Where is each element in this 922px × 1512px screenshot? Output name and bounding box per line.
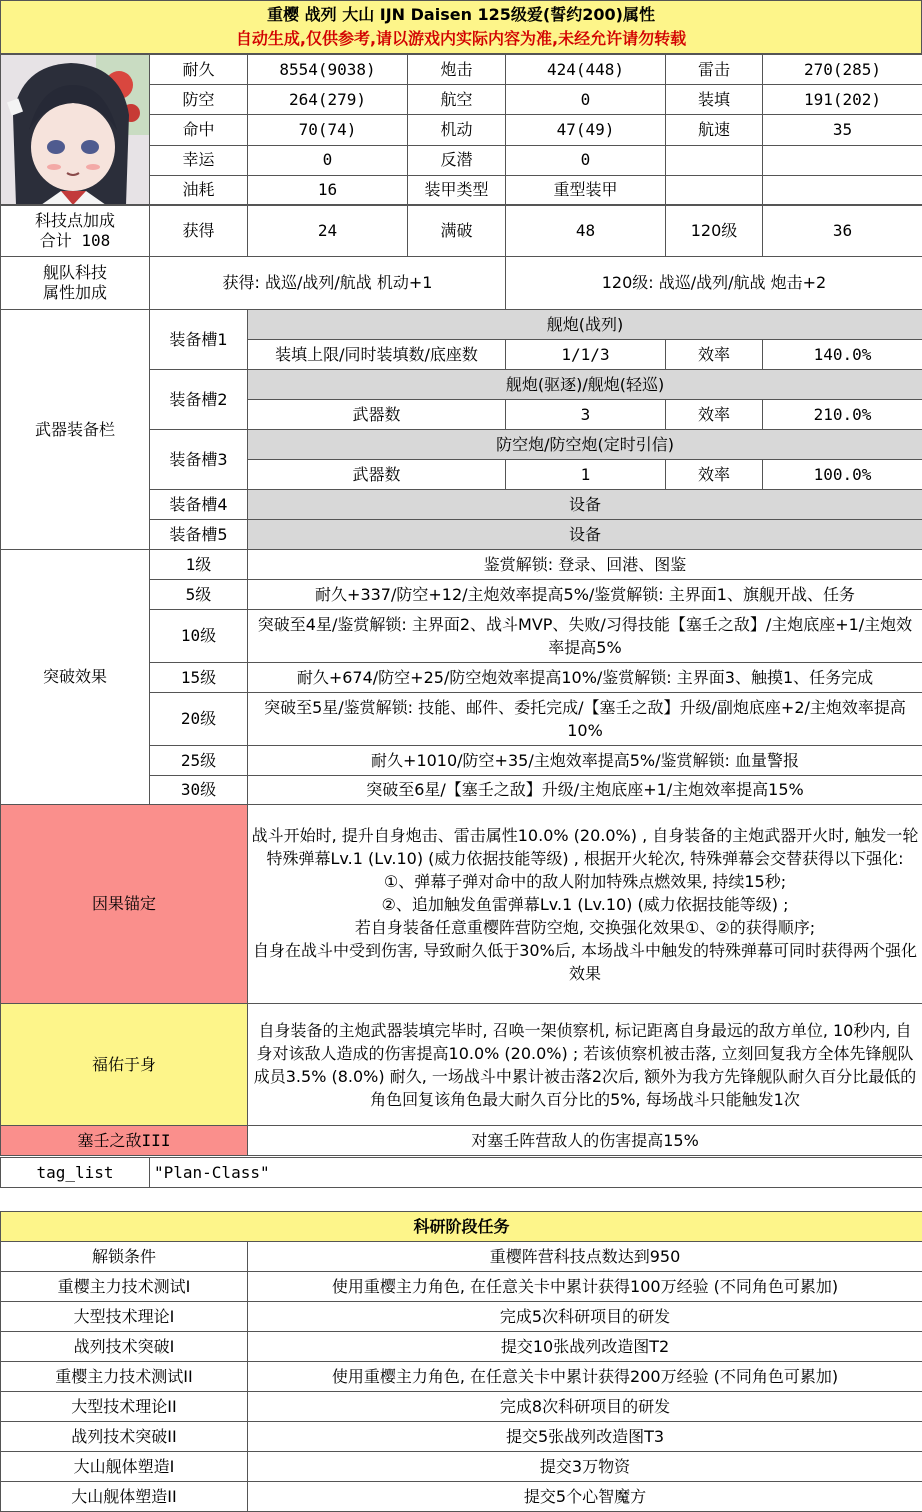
limit-level: 10级 (150, 610, 248, 663)
stat-value (763, 145, 922, 175)
slot-eff-label: 效率 (666, 460, 763, 490)
slot-name: 装备槽1 (150, 310, 248, 370)
limit-effect: 耐久+337/防空+12/主炮效率提高5%/鉴赏解锁: 主界面1、旗舰开战、任务 (248, 580, 922, 610)
weapon-slots-table (0, 309, 922, 550)
limit-level: 20级 (150, 693, 248, 746)
slot-stat-label: 武器数 (248, 400, 506, 430)
portrait-image (1, 55, 150, 205)
header-cell (1, 1, 922, 54)
skill-line: 自身装备的主炮武器装填完毕时, 召唤一架侦察机, 标记距离自身最远的敌方单位, 10秒内, 自身对该敌人造成的伤害提高10.0% (20.0%) ; 若该侦察机被击落, 立刻回复我方全体先锋舰队成员3.5% (8.0%) 耐久, 一场战斗中累计被击落2次后, 额外为我方先锋舰队耐久百分比最低的角色回复该角色最大耐久百分比的5%, 每场战斗只能触发1次 (253, 1020, 917, 1109)
stat-value: 重型装甲 (506, 175, 666, 205)
tech-full-label: 满破 (408, 205, 506, 257)
notice-text: 自动生成,仅供参考,请以游戏内实际内容为准,未经允许请勿转载 (235, 29, 687, 48)
stat-value: 0 (506, 85, 666, 115)
character-avatar (1, 55, 150, 206)
slot-type: 设备 (248, 520, 922, 550)
stat-label: 炮击 (408, 55, 506, 85)
stat-value: 270(285) (763, 55, 922, 85)
tech-points-header (1, 205, 150, 257)
page-title: 重樱 战列 大山 IJN Daisen 125级爱(誓约200)属性 (267, 5, 655, 24)
tags-table (0, 1157, 922, 1188)
limit-level: 1级 (150, 550, 248, 580)
skill-line: 若自身装备任意重樱阵营防空炮, 交换强化效果①、②的获得顺序; (354, 917, 816, 937)
skill-description (248, 805, 922, 1004)
skill-name: 福佑于身 (1, 1004, 248, 1126)
slot-name: 装备槽4 (150, 490, 248, 520)
slot-name: 装备槽5 (150, 520, 248, 550)
skill-name: 因果锚定 (1, 805, 248, 1004)
limit-level: 30级 (150, 776, 248, 805)
slot-stat-value: 1/1/3 (506, 340, 666, 370)
research-task-name: 重樱主力技术测试II (1, 1362, 248, 1392)
skills-table (0, 804, 922, 1156)
tech-120-label: 120级 (666, 205, 763, 257)
skill-description (248, 1126, 922, 1156)
slot-type: 防空炮/防空炮(定时引信) (248, 430, 922, 460)
slot-type: 设备 (248, 490, 922, 520)
stat-label: 机动 (408, 115, 506, 145)
slot-eff-value: 140.0% (763, 340, 922, 370)
tag-list-label: tag_list (1, 1158, 150, 1188)
research-task-name: 战列技术突破I (1, 1332, 248, 1362)
stat-value: 47(49) (506, 115, 666, 145)
stat-label: 航空 (408, 85, 506, 115)
stat-value: 191(202) (763, 85, 922, 115)
fleet-tech-header (1, 257, 150, 310)
stat-label (666, 175, 763, 205)
slot-eff-value: 210.0% (763, 400, 922, 430)
research-title: 科研阶段任务 (1, 1212, 922, 1242)
skill-line: 战斗开始时, 提升自身炮击、雷击属性10.0% (20.0%) , 自身装备的主炮武器开火时, 触发一轮特殊弹幕Lv.1 (Lv.10) (威力依据技能等级) , 根据开火轮次, 特殊弹幕会交替获得以下强化: (251, 825, 919, 868)
fleet-tech-120: 120级: 战巡/战列/航战 炮击+2 (506, 257, 922, 310)
stat-value: 0 (248, 145, 408, 175)
limit-break-table (0, 549, 922, 805)
research-tasks-table (0, 1211, 922, 1512)
research-task-name: 战列技术突破II (1, 1422, 248, 1452)
slot-eff-label: 效率 (666, 340, 763, 370)
research-task-name: 大型技术理论I (1, 1302, 248, 1332)
research-task-desc: 提交5个心智魔方 (248, 1482, 922, 1512)
limit-effect: 突破至5星/鉴赏解锁: 技能、邮件、委托完成/【塞壬之敌】升级/副炮底座+2/主炮效率提高10% (248, 693, 922, 746)
research-task-name: 大型技术理论II (1, 1392, 248, 1422)
tag-list-value: "Plan-Class" (150, 1158, 922, 1188)
tech-obtain-label: 获得 (150, 205, 248, 257)
slot-type: 舰炮(战列) (248, 310, 922, 340)
limit-break-section-label: 突破效果 (1, 550, 150, 805)
slot-stat-label: 装填上限/同时装填数/底座数 (248, 340, 506, 370)
section-spacer (0, 1187, 922, 1211)
stat-value: 35 (763, 115, 922, 145)
limit-level: 5级 (150, 580, 248, 610)
limit-effect: 耐久+674/防空+25/防空炮效率提高10%/鉴赏解锁: 主界面3、触摸1、任务完成 (248, 663, 922, 693)
research-task-desc: 提交3万物资 (248, 1452, 922, 1482)
weapon-section-label: 武器装备栏 (1, 310, 150, 550)
limit-effect: 突破至4星/鉴赏解锁: 主界面2、战斗MVP、失败/习得技能【塞壬之敌】/主炮底座+1/主炮效率提高5% (248, 610, 922, 663)
stat-label: 雷击 (666, 55, 763, 85)
tech-points-title: 科技点加成 (34, 210, 115, 230)
stat-label: 命中 (150, 115, 248, 145)
slot-name: 装备槽2 (150, 370, 248, 430)
stats-table (0, 54, 922, 206)
stat-label (666, 145, 763, 175)
fleet-tech-obtain: 获得: 战巡/战列/航战 机动+1 (150, 257, 506, 310)
research-task-name: 解锁条件 (1, 1242, 248, 1272)
stat-label: 装填 (666, 85, 763, 115)
stat-label: 航速 (666, 115, 763, 145)
stat-label: 油耗 (150, 175, 248, 205)
research-task-name: 重樱主力技术测试I (1, 1272, 248, 1302)
slot-stat-value: 1 (506, 460, 666, 490)
tech-points-total: 合计 108 (39, 230, 111, 250)
stat-label: 耐久 (150, 55, 248, 85)
stat-label: 防空 (150, 85, 248, 115)
stat-value: 424(448) (506, 55, 666, 85)
stat-label: 幸运 (150, 145, 248, 175)
research-task-name: 大山舰体塑造I (1, 1452, 248, 1482)
skill-line: 对塞壬阵营敌人的伤害提高15% (471, 1130, 699, 1150)
research-task-name: 大山舰体塑造II (1, 1482, 248, 1512)
tech-bonus-table (0, 204, 922, 310)
slot-name: 装备槽3 (150, 430, 248, 490)
fleet-tech-title: 舰队科技 (42, 263, 107, 282)
limit-level: 25级 (150, 746, 248, 776)
research-task-desc: 提交5张战列改造图T3 (248, 1422, 922, 1452)
research-task-desc: 使用重樱主力角色, 在任意关卡中累计获得200万经验 (不同角色可累加) (248, 1362, 922, 1392)
slot-eff-label: 效率 (666, 400, 763, 430)
stat-label: 反潜 (408, 145, 506, 175)
research-task-desc: 提交10张战列改造图T2 (248, 1332, 922, 1362)
slot-stat-label: 武器数 (248, 460, 506, 490)
limit-level: 15级 (150, 663, 248, 693)
slot-type: 舰炮(驱逐)/舰炮(轻巡) (248, 370, 922, 400)
stat-value: 70(74) (248, 115, 408, 145)
stat-value: 16 (248, 175, 408, 205)
tech-obtain-value: 24 (248, 205, 408, 257)
limit-effect: 鉴赏解锁: 登录、回港、图鉴 (248, 550, 922, 580)
limit-effect: 突破至6星/【塞壬之敌】升级/主炮底座+1/主炮效率提高15% (248, 776, 922, 805)
fleet-tech-subtitle: 属性加成 (42, 283, 107, 302)
header-table (0, 0, 922, 54)
stat-value: 8554(9038) (248, 55, 408, 85)
slot-eff-value: 100.0% (763, 460, 922, 490)
stat-value: 264(279) (248, 85, 408, 115)
limit-effect: 耐久+1010/防空+35/主炮效率提高5%/鉴赏解锁: 血量警报 (248, 746, 922, 776)
research-task-desc: 完成5次科研项目的研发 (248, 1302, 922, 1332)
skill-line: ②、追加触发鱼雷弹幕Lv.1 (Lv.10) (威力依据技能等级) ; (381, 894, 789, 914)
research-task-desc: 重樱阵营科技点数达到950 (248, 1242, 922, 1272)
skill-name: 塞壬之敌III (1, 1126, 248, 1156)
skill-description (248, 1004, 922, 1126)
stat-value: 0 (506, 145, 666, 175)
skill-line: ①、弹幕子弹对命中的敌人附加特殊点燃效果, 持续15秒; (383, 871, 787, 891)
stat-label: 装甲类型 (408, 175, 506, 205)
tech-full-value: 48 (506, 205, 666, 257)
research-task-desc: 使用重樱主力角色, 在任意关卡中累计获得100万经验 (不同角色可累加) (248, 1272, 922, 1302)
research-task-desc: 完成8次科研项目的研发 (248, 1392, 922, 1422)
stat-value (763, 175, 922, 205)
tech-120-value: 36 (763, 205, 922, 257)
skill-line: 自身在战斗中受到伤害, 导致耐久低于30%后, 本场战斗中触发的特殊弹幕可同时获得两个强化效果 (253, 940, 917, 983)
slot-stat-value: 3 (506, 400, 666, 430)
